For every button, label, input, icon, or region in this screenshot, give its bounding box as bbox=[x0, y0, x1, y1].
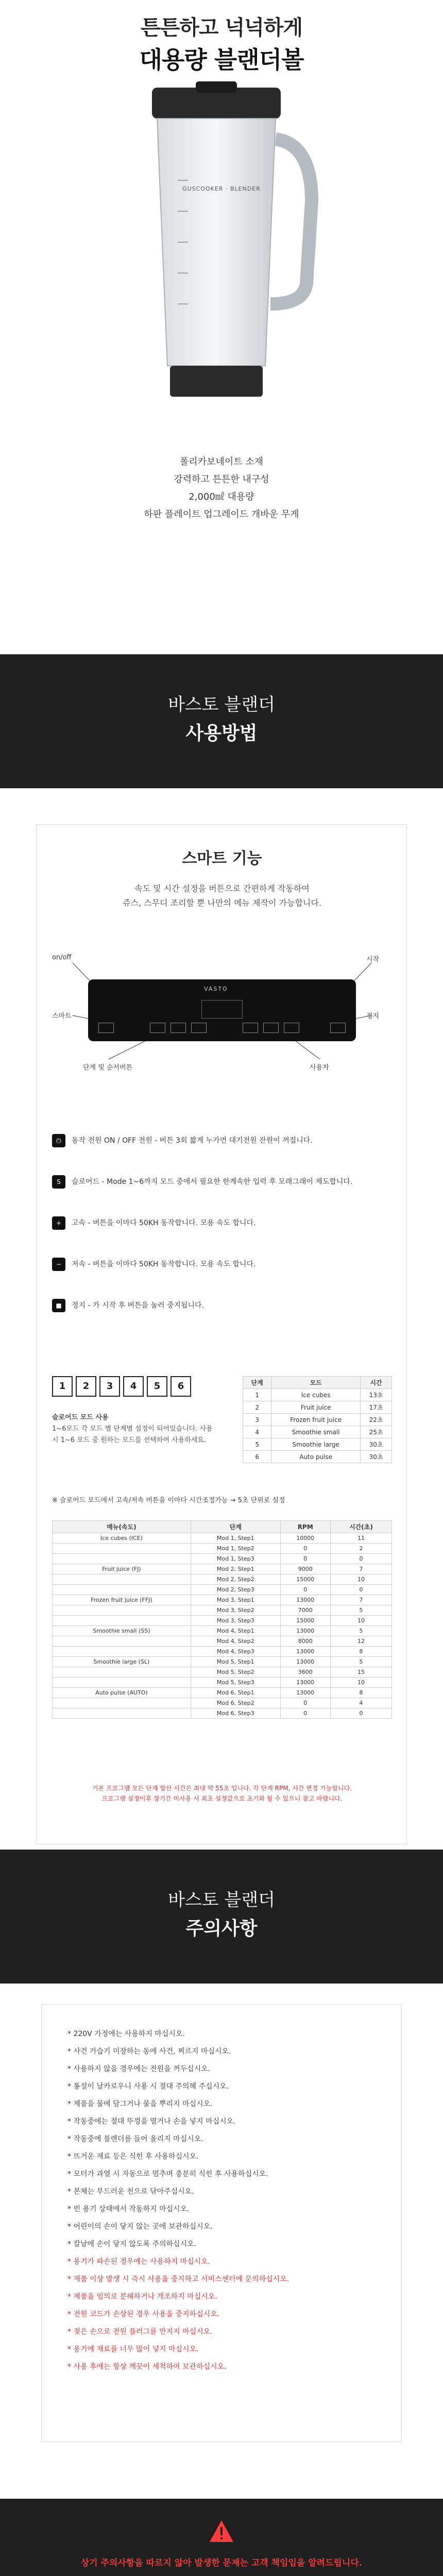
mode-number: 6 bbox=[171, 1376, 191, 1397]
panel-logo: VASTO bbox=[204, 986, 228, 992]
table-cell: Ice cubes (ICE) bbox=[53, 1533, 191, 1544]
red-note-line: 기본 프로그램 모든 단계 합산 시간은 최대 약 55초 입니다. 각 단계 RPM, 시간 변경 가능합니다. bbox=[92, 1785, 352, 1792]
instruction-text: 슬로어드 - Mode 1~6까지 모드 중에서 필요한 한계속한 입력 후 모래그래이 제도합니다. bbox=[72, 1178, 353, 1186]
table-cell: Mod 6, Step2 bbox=[191, 1698, 280, 1708]
table-cell: 6 bbox=[243, 1451, 271, 1463]
table-cell: 15000 bbox=[280, 1574, 330, 1585]
smart-subtitle bbox=[37, 882, 407, 910]
table-cell: 0 bbox=[280, 1554, 330, 1564]
instruction-item bbox=[52, 1258, 392, 1271]
control-panel-diagram bbox=[52, 933, 392, 1108]
table-cell: 5 bbox=[330, 1605, 391, 1616]
table-row bbox=[243, 1414, 392, 1426]
modes-table bbox=[243, 1376, 392, 1463]
table-cell: 9000 bbox=[280, 1564, 330, 1574]
feature-item: 강력하고 튼튼한 내구성 bbox=[174, 474, 269, 485]
caution-item: * 제품을 물에 담그거나 물을 뿌리지 마십시오. bbox=[67, 2100, 213, 2108]
panel-button bbox=[330, 1023, 346, 1033]
table-header-row bbox=[53, 1521, 392, 1533]
table-row bbox=[53, 1616, 392, 1626]
power-icon: ⏻ bbox=[52, 1134, 65, 1147]
caution-list bbox=[41, 2004, 402, 2442]
table-cell: Mod 3, Step1 bbox=[191, 1595, 280, 1605]
table-cell: 15 bbox=[330, 1667, 391, 1677]
table-cell: 0 bbox=[280, 1698, 330, 1708]
table-cell: 3 bbox=[243, 1414, 271, 1426]
table-cell: Mod 6, Step1 bbox=[191, 1688, 280, 1698]
callout-smart: 스마트 bbox=[52, 1012, 72, 1020]
table-header-cell: 시간(초) bbox=[330, 1521, 391, 1533]
table-cell: Mod 2, Step1 bbox=[191, 1564, 280, 1574]
table-cell: 13000 bbox=[280, 1688, 330, 1698]
caution-item: * 220V 가정에는 사용하지 마십시오. bbox=[67, 2030, 185, 2038]
table-cell: 25초 bbox=[361, 1426, 392, 1438]
warning-text: 상기 주의사항을 따르지 않아 발생한 문제는 고객 책임임을 알려드립니다. bbox=[80, 2558, 363, 2568]
table-cell: Smoothie large (SL) bbox=[53, 1657, 191, 1667]
table-cell: 30초 bbox=[361, 1438, 392, 1451]
table-cell: 0 bbox=[330, 1554, 391, 1564]
mode-description bbox=[52, 1412, 217, 1446]
table-cell: 5 bbox=[330, 1626, 391, 1636]
mode-number: 2 bbox=[76, 1376, 96, 1397]
table-cell bbox=[53, 1544, 191, 1554]
usage-banner-title: 사용방법 bbox=[185, 723, 258, 744]
caution-item: * 젖은 손으로 전원 플러그를 만지지 마십시오. bbox=[67, 2328, 213, 2336]
table-header-cell: 단계 bbox=[243, 1377, 271, 1389]
table-row bbox=[53, 1564, 392, 1574]
table-row bbox=[53, 1636, 392, 1647]
table-cell: Fruit juice bbox=[271, 1401, 361, 1414]
feature-list bbox=[0, 453, 443, 523]
table-row bbox=[243, 1389, 392, 1401]
table-cell: Mod 1, Step1 bbox=[191, 1533, 280, 1544]
caution-item: * 사용 후에는 항상 깨끗이 세척하여 보관하십시오. bbox=[67, 2363, 227, 2371]
table-cell: 12 bbox=[330, 1636, 391, 1647]
stop-icon: ■ bbox=[52, 1299, 65, 1312]
table-row bbox=[243, 1426, 392, 1438]
table-cell bbox=[53, 1605, 191, 1616]
table-cell: 10 bbox=[330, 1574, 391, 1585]
instruction-text: 동작 전원 ON / OFF 전원 - 버튼 3회 짧게 누가면 대기전원 잔원이 꺼집니다. bbox=[72, 1137, 313, 1145]
table-row bbox=[53, 1533, 392, 1544]
table-header-cell: 메뉴(속도) bbox=[53, 1521, 191, 1533]
smart-function-box bbox=[36, 824, 407, 1844]
table-cell: Ice cubes bbox=[271, 1389, 361, 1401]
warning-icon bbox=[209, 2519, 234, 2543]
table-cell: 7 bbox=[330, 1595, 391, 1605]
caution-item: * 본체는 부드러운 천으로 닦아주십시오. bbox=[67, 2188, 194, 2196]
low-speed-icon: − bbox=[52, 1258, 65, 1271]
table-header-cell: RPM bbox=[280, 1521, 330, 1533]
panel-button bbox=[284, 1023, 299, 1033]
caution-section bbox=[0, 1984, 443, 2499]
feature-item: 2,000㎖ 대용량 bbox=[189, 492, 254, 502]
caution-item: * 모터가 과열 시 자동으로 멈추며 충분히 식힌 후 사용하십시오. bbox=[67, 2170, 268, 2178]
table-cell: Mod 6, Step3 bbox=[191, 1708, 280, 1719]
panel-button bbox=[191, 1023, 207, 1033]
table-cell: Smoothie small bbox=[271, 1426, 361, 1438]
table-cell: Mod 2, Step3 bbox=[191, 1585, 280, 1595]
table-header-cell: 단계 bbox=[191, 1521, 280, 1533]
caution-item: * 사용하지 않을 경우에는 전원을 꺼두십시오. bbox=[67, 2065, 211, 2073]
program-red-note bbox=[52, 1783, 392, 1804]
table-cell: 13000 bbox=[280, 1647, 330, 1657]
instruction-item bbox=[52, 1216, 392, 1230]
control-panel bbox=[88, 979, 356, 1041]
table-row bbox=[53, 1626, 392, 1636]
table-header-row bbox=[243, 1377, 392, 1389]
table-cell: Auto pulse bbox=[271, 1451, 361, 1463]
usage-section bbox=[0, 788, 443, 1850]
hero-section bbox=[0, 0, 443, 654]
program-table-body bbox=[53, 1533, 392, 1719]
table-cell: 22초 bbox=[361, 1414, 392, 1426]
mode-number: 3 bbox=[99, 1376, 120, 1397]
table-cell: 4 bbox=[330, 1698, 391, 1708]
callout-start: 시작 bbox=[366, 956, 380, 963]
callout-step: 단계 및 순서버튼 bbox=[83, 1064, 133, 1072]
table-cell: 30초 bbox=[361, 1451, 392, 1463]
table-row bbox=[53, 1585, 392, 1595]
table-cell bbox=[53, 1616, 191, 1626]
caution-item: * 통설이 날카로우니 사용 시 절대 주의해 주십시오. bbox=[67, 2082, 229, 2091]
caution-banner bbox=[0, 1850, 443, 1984]
warning-strip bbox=[0, 2499, 443, 2576]
table-cell: Mod 5, Step1 bbox=[191, 1657, 280, 1667]
table-cell: Fruit juice (FJ) bbox=[53, 1564, 191, 1574]
caution-item: * 어린이의 손이 닿지 않는 곳에 보관하십시오. bbox=[67, 2223, 213, 2231]
table-row bbox=[53, 1667, 392, 1677]
table-cell: Frozen fruit juice bbox=[271, 1414, 361, 1426]
table-cell: Mod 4, Step2 bbox=[191, 1636, 280, 1647]
table-cell: 8 bbox=[330, 1647, 391, 1657]
instruction-text: 저속 - 버튼을 이마다 50KH 동작합니다. 모용 속도 합니다. bbox=[72, 1260, 256, 1268]
table-row bbox=[53, 1574, 392, 1585]
table-row bbox=[53, 1544, 392, 1554]
table-cell: 0 bbox=[280, 1544, 330, 1554]
table-cell: Mod 2, Step2 bbox=[191, 1574, 280, 1585]
table-cell bbox=[53, 1677, 191, 1688]
table-cell: Mod 1, Step3 bbox=[191, 1554, 280, 1564]
caution-item: * 용기가 파손된 경우에는 사용하지 마십시오. bbox=[67, 2258, 211, 2266]
caution-item: * 용기에 재료를 너무 많이 넣지 마십시오. bbox=[67, 2345, 199, 2353]
smart-title: 스마트 기능 bbox=[182, 850, 262, 868]
table-row bbox=[243, 1438, 392, 1451]
table-row bbox=[53, 1595, 392, 1605]
smart-subtitle-line: 쥬스, 스무디 조리할 뿐 나만의 메뉴 제작이 가능합니다. bbox=[123, 898, 321, 908]
table-cell: 13000 bbox=[280, 1595, 330, 1605]
table-row bbox=[53, 1698, 392, 1708]
blender-jar-image bbox=[121, 77, 327, 407]
table-cell: Mod 5, Step3 bbox=[191, 1677, 280, 1688]
program-table bbox=[52, 1520, 392, 1719]
table-cell: 17초 bbox=[361, 1401, 392, 1414]
caution-item: * 빈 용기 상태에서 작동하지 마십시오. bbox=[67, 2205, 190, 2213]
instruction-text: 정지 - 가 시작 후 버튼을 눌러 중지됩니다. bbox=[72, 1301, 205, 1310]
table-cell: 1 bbox=[243, 1389, 271, 1401]
panel-button bbox=[243, 1023, 258, 1033]
instruction-item bbox=[52, 1299, 392, 1312]
jar-brand-label: GUSCOOKER · BLENDER bbox=[182, 185, 261, 192]
table-cell: 13000 bbox=[280, 1657, 330, 1667]
table-row bbox=[53, 1688, 392, 1698]
table-cell: Auto pulse (AUTO) bbox=[53, 1688, 191, 1698]
caution-item: * 제품 이상 발생 시 즉시 사용을 중지하고 서비스센터에 문의하십시오. bbox=[67, 2275, 289, 2283]
mode-note: ※ 슬로어드 모드에서 고속/저속 버튼을 이마다 시간조정가능 → 5초 단위로 설정 bbox=[52, 1497, 285, 1504]
red-note-line: 프로그램 설정이후 장기간 미사용 시 최초 설정값으로 초기화 될 수 있으니 참고 바랍니다. bbox=[101, 1795, 343, 1802]
table-cell: Frozen fruit juice (FFJ) bbox=[53, 1595, 191, 1605]
table-cell: 0 bbox=[330, 1708, 391, 1719]
table-cell: Mod 3, Step3 bbox=[191, 1616, 280, 1626]
table-cell: 2 bbox=[330, 1544, 391, 1554]
instruction-item bbox=[52, 1134, 392, 1147]
table-row bbox=[53, 1554, 392, 1564]
panel-display bbox=[201, 1000, 243, 1019]
table-cell: 3600 bbox=[280, 1667, 330, 1677]
caution-item: * 전원 코드가 손상된 경우 사용을 중지하십시오. bbox=[67, 2310, 220, 2318]
table-cell: 0 bbox=[330, 1585, 391, 1595]
usage-banner-subtitle: 바스토 블랜더 bbox=[168, 694, 275, 715]
table-cell: Smoothie large bbox=[271, 1438, 361, 1451]
panel-button bbox=[150, 1023, 165, 1033]
modes-table-body bbox=[243, 1389, 392, 1463]
instruction-text: 고속 - 버튼을 이마다 50KH 동작합니다. 모용 속도 합니다. bbox=[72, 1219, 256, 1227]
table-cell: 13000 bbox=[280, 1626, 330, 1636]
table-cell: 8 bbox=[330, 1688, 391, 1698]
table-cell bbox=[53, 1708, 191, 1719]
table-cell: 5 bbox=[330, 1657, 391, 1667]
panel-button bbox=[263, 1023, 279, 1033]
usage-banner bbox=[0, 654, 443, 788]
caution-item: * 작동중에는 절대 뚜껑을 열거나 손을 넣지 마십시오. bbox=[67, 2117, 236, 2126]
feature-item: 폴리카보네이트 소재 bbox=[179, 456, 264, 467]
table-cell: 8000 bbox=[280, 1636, 330, 1647]
table-cell: Mod 3, Step2 bbox=[191, 1605, 280, 1616]
table-cell bbox=[53, 1698, 191, 1708]
table-cell: Mod 1, Step2 bbox=[191, 1544, 280, 1554]
mode-number-boxes bbox=[52, 1376, 194, 1397]
hero-headline-1: 튼튼하고 넉넉하게 bbox=[140, 16, 303, 40]
table-cell: 13초 bbox=[361, 1389, 392, 1401]
callout-user: 사용자 bbox=[310, 1064, 329, 1072]
caution-item: * 칼날에 손이 닿지 않도록 주의하십시오. bbox=[67, 2240, 197, 2248]
table-header-cell: 시간 bbox=[361, 1377, 392, 1389]
instruction-item bbox=[52, 1175, 392, 1189]
feature-item: 하판 플레이트 업그레이드 개바운 무게 bbox=[144, 509, 299, 520]
table-row bbox=[53, 1677, 392, 1688]
mode-number: 1 bbox=[52, 1376, 73, 1397]
table-header-cell: 모드 bbox=[271, 1377, 361, 1389]
table-cell: 10 bbox=[330, 1677, 391, 1688]
panel-button bbox=[98, 1023, 114, 1033]
table-row bbox=[243, 1401, 392, 1414]
table-cell bbox=[53, 1636, 191, 1647]
table-cell: 2 bbox=[243, 1401, 271, 1414]
table-row bbox=[53, 1605, 392, 1616]
table-cell: Mod 4, Step1 bbox=[191, 1626, 280, 1636]
table-cell: 0 bbox=[280, 1585, 330, 1595]
table-cell: Smoothie small (SS) bbox=[53, 1626, 191, 1636]
mode-description-text: 1~6모드 각 모드 별 단계별 설정이 되어있습니다. 사용 시 1~6 모드 중 원하는 모드를 선택하여 사용하세요. bbox=[52, 1425, 213, 1444]
caution-banner-title: 주의사항 bbox=[185, 1918, 258, 1939]
table-cell bbox=[53, 1647, 191, 1657]
table-cell bbox=[53, 1667, 191, 1677]
table-cell: Mod 4, Step3 bbox=[191, 1647, 280, 1657]
table-cell bbox=[53, 1554, 191, 1564]
table-cell: 4 bbox=[243, 1426, 271, 1438]
caution-item: * 제품을 임의로 분해하거나 개조하지 마십시오. bbox=[67, 2293, 217, 2301]
table-cell: 10 bbox=[330, 1616, 391, 1626]
table-cell: 11 bbox=[330, 1533, 391, 1544]
caution-item: * 뜨거운 재료 등은 식힌 후 사용하십시오. bbox=[67, 2153, 199, 2161]
caution-item: * 사건 가습기 미장하는 동에 사건, 찌르지 마십시오. bbox=[67, 2047, 231, 2056]
mode-number: 4 bbox=[123, 1376, 144, 1397]
caution-banner-subtitle: 바스토 블랜더 bbox=[168, 1890, 275, 1910]
table-cell bbox=[53, 1574, 191, 1585]
table-cell: 5 bbox=[243, 1438, 271, 1451]
callout-stop: 정지 bbox=[366, 1012, 380, 1020]
high-speed-icon: + bbox=[52, 1216, 65, 1230]
smart-subtitle-line: 속도 및 시간 설정을 버튼으로 간편하게 작동하여 bbox=[134, 884, 310, 893]
table-cell: 15000 bbox=[280, 1616, 330, 1626]
table-cell: 0 bbox=[280, 1708, 330, 1719]
table-cell: Mod 5, Step2 bbox=[191, 1667, 280, 1677]
table-cell: 10000 bbox=[280, 1533, 330, 1544]
smart-icon: S bbox=[52, 1175, 65, 1189]
callout-on-off: on/off bbox=[52, 954, 72, 961]
table-cell bbox=[53, 1585, 191, 1595]
table-cell: 13000 bbox=[280, 1677, 330, 1688]
table-row bbox=[243, 1451, 392, 1463]
table-cell: 7 bbox=[330, 1564, 391, 1574]
table-row bbox=[53, 1657, 392, 1667]
caution-item: * 작동중에 블렌더를 들어 올리지 마십시오. bbox=[67, 2135, 203, 2143]
table-cell: 7000 bbox=[280, 1605, 330, 1616]
table-row bbox=[53, 1708, 392, 1719]
table-row bbox=[53, 1647, 392, 1657]
hero-headline-2: 대용량 블랜더볼 bbox=[139, 46, 304, 74]
panel-button bbox=[171, 1023, 186, 1033]
mode-description-title: 슬로어드 모드 사용 bbox=[52, 1414, 109, 1421]
mode-number: 5 bbox=[147, 1376, 167, 1397]
